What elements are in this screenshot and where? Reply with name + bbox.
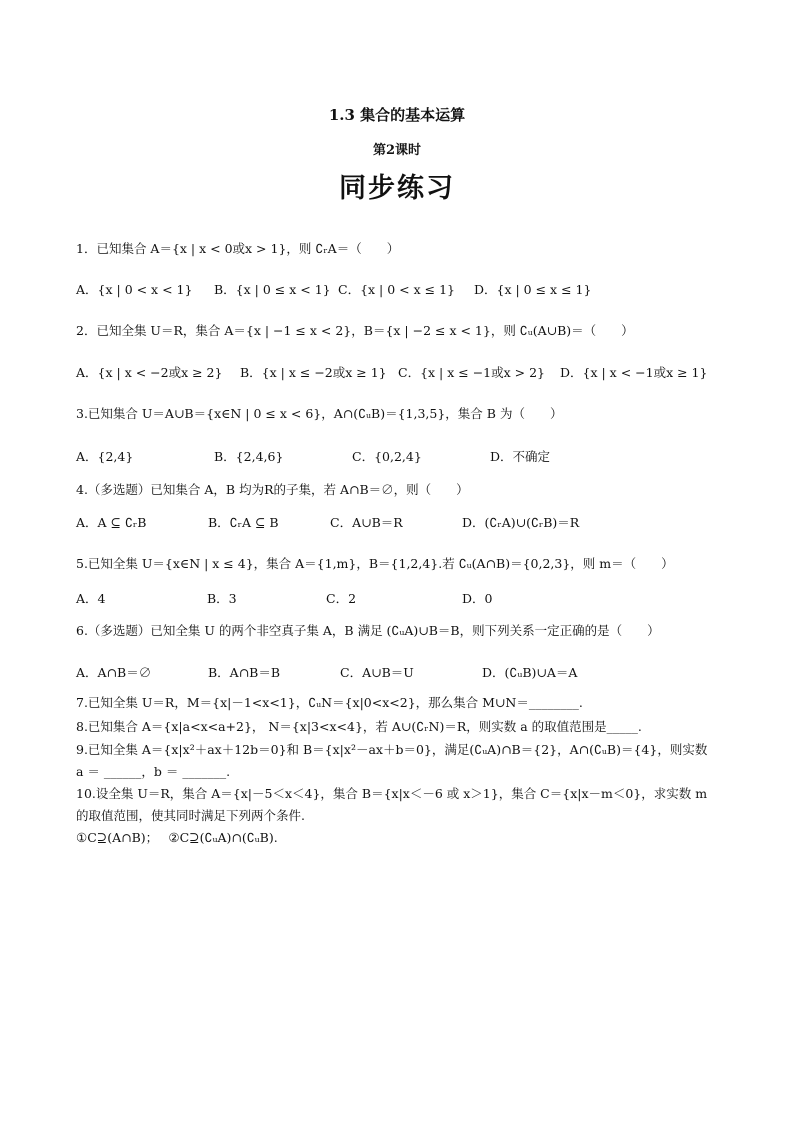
page-heading: 同步练习 [339, 173, 455, 204]
question-5-option-a: A．4 [76, 591, 106, 606]
question-6-option-b: B．A∩B＝B [208, 665, 281, 680]
question-10-line-1: 10.设全集 U＝R，集合 A＝{x|－5＜x＜4}，集合 B＝{x|x＜－6 或 x＞1}，集合 C＝{x|x－m＜0}，求实数 m [76, 786, 708, 801]
question-3-option-d: D．不确定 [490, 449, 551, 464]
question-5-option-b: B．3 [207, 591, 237, 606]
section-title: 1.3 集合的基本运算 [328, 106, 466, 124]
question-7: 7.已知全集 U＝R，M＝{x|－1<x<1}，∁ᵤN＝{x|0<x<2}，那么集合 M∪N＝________. [76, 695, 583, 710]
question-6-option-d: D．(∁ᵤB)∪A＝A [482, 665, 578, 680]
question-4-stem: 4.（多选题）已知集合 A，B 均为R的子集，若 A∩B＝∅，则（ ） [76, 482, 469, 497]
question-5-stem: 5.已知全集 U＝{x∈N | x ≤ 4}，集合 A＝{1,m}，B＝{1,2,4}.若 ∁ᵤ(A∩B)＝{0,2,3}，则 m＝（ ） [76, 556, 674, 571]
question-10-line-2: 的取值范围，使其同时满足下列两个条件. [76, 808, 305, 823]
question-1-stem: 1．已知集合 A＝{x | x < 0或x > 1}，则 ∁ᵣA＝（ ） [76, 241, 400, 256]
question-2-option-b: B．{x | x ≤ −2或x ≥ 1} [240, 365, 387, 380]
question-9-line-2: a ＝ ______，b ＝ _______. [76, 764, 231, 779]
question-4-option-c: C．A∪B＝R [330, 515, 403, 530]
question-8: 8.已知集合 A＝{x|a<x<a+2}， N＝{x|3<x<4}，若 A∪(∁ᵣN)＝R，则实数 a 的取值范围是_____. [76, 719, 642, 734]
question-5-option-c: C．2 [326, 591, 357, 606]
question-4-option-d: D．(∁ᵣA)∪(∁ᵣB)＝R [462, 515, 580, 530]
question-3-option-c: C．{0,2,4} [352, 449, 422, 464]
question-4-option-b: B．∁ᵣA ⊆ B [208, 515, 279, 530]
question-1-option-d: D．{x | 0 ≤ x ≤ 1} [474, 282, 592, 297]
question-1-option-a: A．{x | 0 < x < 1} [76, 282, 193, 297]
question-6-stem: 6.（多选题）已知全集 U 的两个非空真子集 A，B 满足 (∁ᵤA)∪B＝B，则下列关系一定正确的是（ ） [76, 623, 660, 638]
question-10-line-3: ①C⊇(A∩B)； ②C⊇(∁ᵤA)∩(∁ᵤB). [76, 830, 278, 845]
question-5-option-d: D．0 [462, 591, 493, 606]
question-2-stem: 2．已知全集 U＝R，集合 A＝{x | −1 ≤ x < 2}，B＝{x | −2 ≤ x < 1}，则 ∁ᵤ(A∪B)＝（ ） [76, 323, 634, 338]
question-3-stem: 3.已知集合 U＝A∪B＝{x∈N | 0 ≤ x < 6}，A∩(∁ᵤB)＝{1,3,5}，集合 B 为（ ） [76, 406, 563, 421]
question-2-option-a: A．{x | x < −2或x ≥ 2} [76, 365, 223, 380]
question-2-option-d: D．{x | x < −1或x ≥ 1} [560, 365, 708, 380]
lesson-subtitle: 第2课时 [372, 143, 422, 158]
question-6-option-a: A．A∩B＝∅ [76, 665, 152, 680]
question-1-option-c: C．{x | 0 < x ≤ 1} [338, 282, 455, 297]
question-1-option-b: B．{x | 0 ≤ x < 1} [214, 282, 331, 297]
question-9-line-1: 9.已知全集 A＝{x|x²＋ax＋12b＝0}和 B＝{x|x²－ax＋b＝0}，满足(∁ᵤA)∩B＝{2}，A∩(∁ᵤB)＝{4}，则实数 [76, 742, 708, 757]
question-3-option-b: B．{2,4,6} [214, 449, 284, 464]
question-4-option-a: A．A ⊆ ∁ᵣB [76, 515, 147, 530]
question-2-option-c: C．{x | x ≤ −1或x > 2} [398, 365, 545, 380]
question-6-option-c: C．A∪B＝U [340, 665, 414, 680]
question-3-option-a: A．{2,4} [76, 449, 134, 464]
